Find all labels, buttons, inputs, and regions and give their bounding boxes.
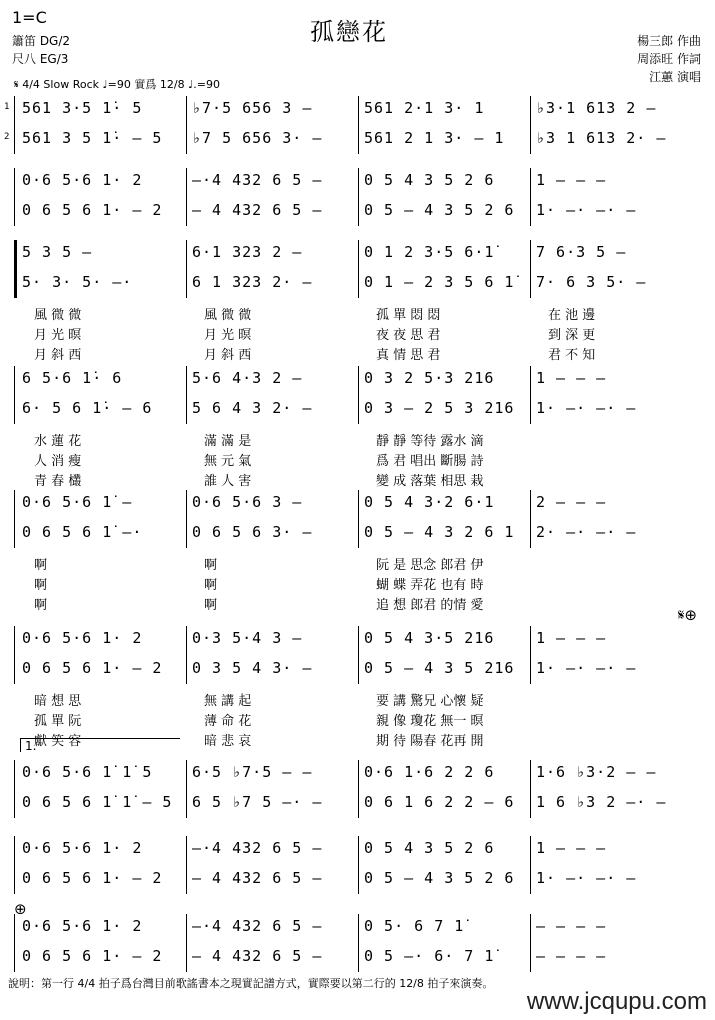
measure: 0·6 5·6 1· 2 <box>22 917 143 935</box>
measure: 7 6·3 5 – <box>536 243 627 261</box>
measure: 0 6 5 6 1· – 2 <box>22 869 163 887</box>
measure: 6 5·6 1̇· 6 <box>22 369 123 387</box>
measure: 2· –· –· – <box>536 523 637 541</box>
staff-system <box>14 626 704 749</box>
measure: 1· –· –· – <box>536 399 637 417</box>
lyric-line <box>14 344 704 362</box>
measure: 0·6 5·6 1· 2 <box>22 839 143 857</box>
measure: 1 – – – <box>536 171 607 189</box>
measure: 0 1 – 2 3 5 6 1̇ <box>364 273 515 291</box>
notation-line <box>14 626 704 650</box>
measure: 0 5 4 3 5 2 6 <box>364 171 495 189</box>
measure: 5 3 5 – <box>22 243 93 261</box>
notation-line <box>14 914 704 938</box>
measure: 561 2 1 3· – 1 <box>364 129 505 147</box>
lyric-line <box>14 574 704 592</box>
lyricist-credit: 周添旺 作詞 <box>637 52 701 66</box>
lyric-text: 到 深 更 <box>548 328 596 343</box>
measure: – 4 432 6 5 – <box>192 869 323 887</box>
measure: 0 5 – 4 3 5 2 6 <box>364 201 515 219</box>
lyric-text: 風 微 微 <box>204 308 252 323</box>
notation-line <box>14 836 704 860</box>
staff-system <box>14 836 704 896</box>
measure: 0·6 5·6 3 – <box>192 493 303 511</box>
measure: 5· 3· 5· –· <box>22 273 133 291</box>
measure: 0·6 5·6 1̇ – <box>22 493 133 511</box>
staff-system <box>14 914 704 974</box>
lyric-text: 青 春 欉 <box>34 474 82 489</box>
measure: ♭3 1 613 2· – <box>536 129 667 147</box>
measure: 5 6 4 3 2· – <box>192 399 313 417</box>
lyric-text: 獻 笑 容 <box>34 734 82 749</box>
measure: 0 6 5 6 1̇ –· <box>22 523 143 541</box>
measure: – 4 432 6 5 – <box>192 947 323 965</box>
notation-line <box>14 168 704 192</box>
notation-line <box>14 790 704 814</box>
notation-line <box>4 126 704 150</box>
measure: 1 6 ♭3 2 –· – <box>536 793 667 811</box>
measure: 0 3 2 5·3 216 <box>364 369 495 387</box>
measure: 0 5 4 3 5 2 6 <box>364 839 495 857</box>
notation-line <box>14 396 704 420</box>
instrument-2: 尺八 EG/3 <box>12 52 69 66</box>
measure: 7· 6 3 5· – <box>536 273 647 291</box>
measure: ♭3·1 613 2 – <box>536 99 657 117</box>
lyric-text: 孤 單 阮 <box>34 714 82 729</box>
lyric-text: 誰 人 害 <box>204 474 252 489</box>
lyric-text: 啊 <box>204 578 218 593</box>
measure: 6·1 323 2 – <box>192 243 303 261</box>
lyric-line <box>14 730 704 748</box>
lyric-text: 無 講 起 <box>204 694 252 709</box>
measure: – – – – <box>536 917 607 935</box>
measure: 0·6 5·6 1̇ 1̇ 5 <box>22 763 153 781</box>
measure: 0 3 5 4 3· – <box>192 659 313 677</box>
footnote: 說明：第一行 4/4 拍子爲台灣目前歌謠書本之現實記譜方式，實際要以第二行的 12/8 拍子來演奏。 <box>8 977 494 990</box>
notation-line <box>14 490 704 514</box>
lyric-text: 變 成 落葉 相思 栽 <box>376 474 484 489</box>
measure: –·4 432 6 5 – <box>192 171 323 189</box>
measure: – 4 432 6 5 – <box>192 201 323 219</box>
measure: 0 6 5 6 1· – 2 <box>22 201 163 219</box>
singer-credit: 江蕙 演唱 <box>649 70 701 84</box>
notation-line <box>14 240 704 264</box>
lyric-text: 夜 夜 思 君 <box>376 328 441 343</box>
measure: 0 3 – 2 5 3 216 <box>364 399 515 417</box>
measure: ♭7 5 656 3· – <box>192 129 323 147</box>
lyric-text: 靜 靜 等待 露水 滴 <box>376 434 484 449</box>
lyric-line <box>14 554 704 572</box>
notation-line <box>14 520 704 544</box>
measure: 0·3 5·4 3 – <box>192 629 303 647</box>
lyric-text: 啊 <box>34 578 48 593</box>
song-title: 孤戀花 <box>310 18 388 46</box>
measure: ♭7·5 656 3 – <box>192 99 313 117</box>
lyric-line <box>14 470 704 488</box>
measure: –·4 432 6 5 – <box>192 839 323 857</box>
lyric-line <box>14 430 704 448</box>
lyric-text: 暗 想 思 <box>34 694 82 709</box>
lyric-text: 蝴 蝶 弄花 也有 時 <box>376 578 484 593</box>
measure: 1· –· –· – <box>536 869 637 887</box>
lyric-text: 期 待 陽春 花再 開 <box>376 734 484 749</box>
notation-line <box>14 944 704 968</box>
measure: 0·6 5·6 1· 2 <box>22 629 143 647</box>
measure: –·4 432 6 5 – <box>192 917 323 935</box>
notation-line <box>14 866 704 890</box>
first-ending-bracket: 1. <box>20 738 180 752</box>
lyric-text: 孤 單 悶 悶 <box>376 308 441 323</box>
lyric-line <box>14 594 704 612</box>
lyric-text: 月 斜 西 <box>34 348 82 363</box>
composer-credit: 楊三郎 作曲 <box>637 34 701 48</box>
lyric-text: 滿 滿 是 <box>204 434 252 449</box>
staff-system <box>14 366 704 489</box>
staff-system <box>4 96 704 156</box>
lyric-text: 啊 <box>34 598 48 613</box>
lyric-line <box>14 690 704 708</box>
lyric-line <box>14 324 704 342</box>
lyric-text: 親 像 瓊花 無一 暝 <box>376 714 484 729</box>
measure: 0 5 4 3·5 216 <box>364 629 495 647</box>
measure: 561 2·1 3· 1 <box>364 99 485 117</box>
measure: 6 5 ♭7 5 –· – <box>192 793 323 811</box>
lyric-text: 啊 <box>204 598 218 613</box>
measure: 0 5 – 4 3 5 2 6 <box>364 869 515 887</box>
staff-system <box>14 240 704 363</box>
coda-icon: ⊕ <box>14 900 27 918</box>
measure: 1 – – – <box>536 839 607 857</box>
lyric-text: 爲 君 唱出 斷腸 詩 <box>376 454 484 469</box>
lyric-text: 月 光 暝 <box>34 328 82 343</box>
lyric-text: 水 蓮 花 <box>34 434 82 449</box>
lyric-text: 啊 <box>204 558 218 573</box>
measure: – – – – <box>536 947 607 965</box>
measure: 1·6 ♭3·2 – – <box>536 763 657 781</box>
lyric-text: 啊 <box>34 558 48 573</box>
lyric-text: 真 情 思 君 <box>376 348 441 363</box>
lyric-text: 追 想 郎君 的情 愛 <box>376 598 484 613</box>
measure: 0 6 5 6 1· – 2 <box>22 947 163 965</box>
lyric-text: 阮 是 思念 郎君 伊 <box>376 558 484 573</box>
instrument-1: 簫笛 DG/2 <box>12 34 71 48</box>
measure: 0·6 5·6 1· 2 <box>22 171 143 189</box>
notation-line <box>14 760 704 784</box>
segno-coda-icon: 𝄋⊕ <box>677 606 697 624</box>
lyric-text: 在 池 邊 <box>548 308 596 323</box>
tempo-marking: 𝄋 4/4 Slow Rock ♩=90 實爲 12/8 ♩.=90 <box>14 78 220 91</box>
notation-line <box>14 198 704 222</box>
notation-line <box>14 270 704 294</box>
measure: 0 6 1 6 2 2 – 6 <box>364 793 515 811</box>
measure: 0 5· 6 7 1̇ <box>364 917 465 935</box>
measure: 0 6 5 6 1̇ 1̇ – 5 <box>22 793 173 811</box>
lyric-text: 要 講 驚兄 心懷 疑 <box>376 694 484 709</box>
lyric-text: 暗 悲 哀 <box>204 734 252 749</box>
lyric-line <box>14 710 704 728</box>
line-number: 2 <box>4 132 10 142</box>
measure: 0 5 –· 6· 7 1̇ <box>364 947 495 965</box>
measure: 2 – – – <box>536 493 607 511</box>
measure: 0·6 1·6 2 2 6 <box>364 763 495 781</box>
measure: 6·5 ♭7·5 – – <box>192 763 313 781</box>
measure: 561 3 5 1̇· – 5 <box>22 129 163 147</box>
measure: 0 5 4 3·2 6·1 <box>364 493 495 511</box>
watermark: www.jcqupu.com <box>526 988 707 1015</box>
measure: 6· 5 6 1̇· – 6 <box>22 399 153 417</box>
measure: 0 6 5 6 1· – 2 <box>22 659 163 677</box>
measure: 1 – – – <box>536 629 607 647</box>
lyric-text: 薄 命 花 <box>204 714 252 729</box>
notation-line <box>14 366 704 390</box>
lyric-text: 月 光 暝 <box>204 328 252 343</box>
notation-line <box>4 96 704 120</box>
measure: 0 1 2 3·5 6·1̇ <box>364 243 495 261</box>
key-signature: 1=C <box>12 8 47 27</box>
measure: 0 5 – 4 3 5 216 <box>364 659 515 677</box>
line-number: 1 <box>4 102 10 112</box>
measure: 561 3·5 1̇· 5 <box>22 99 143 117</box>
measure: 0 6 5 6 3· – <box>192 523 313 541</box>
measure: 1 – – – <box>536 369 607 387</box>
notation-line <box>14 656 704 680</box>
measure: 1· –· –· – <box>536 201 637 219</box>
lyric-text: 無 元 氣 <box>204 454 252 469</box>
staff-system <box>14 490 704 613</box>
measure: 1· –· –· – <box>536 659 637 677</box>
lyric-line <box>14 450 704 468</box>
lyric-text: 君 不 知 <box>548 348 596 363</box>
lyric-text: 人 消 瘦 <box>34 454 82 469</box>
measure: 5·6 4·3 2 – <box>192 369 303 387</box>
measure: 6 1 323 2· – <box>192 273 313 291</box>
staff-system <box>14 760 704 820</box>
lyric-text: 月 斜 西 <box>204 348 252 363</box>
staff-system <box>14 168 704 228</box>
lyric-text: 風 微 微 <box>34 308 82 323</box>
measure: 0 5 – 4 3 2 6 1 <box>364 523 515 541</box>
lyric-line <box>14 304 704 322</box>
